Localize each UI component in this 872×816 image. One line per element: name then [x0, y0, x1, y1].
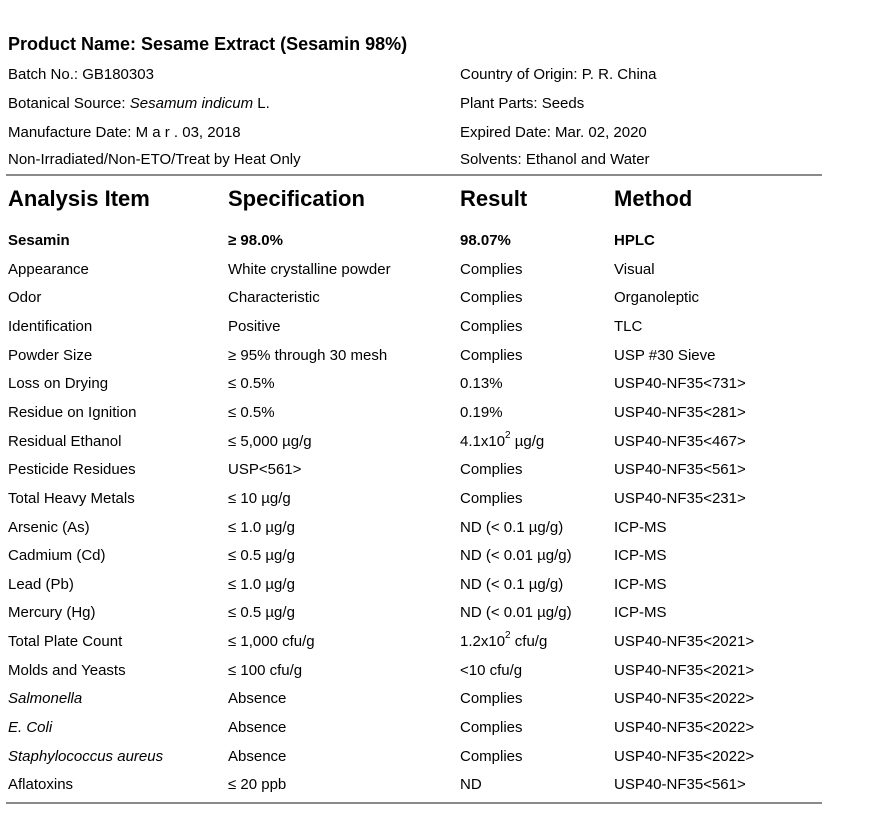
manufacture-date: Manufacture Date: M a r . 03, 2018 — [8, 124, 241, 141]
row-analysis-item: Molds and Yeasts — [8, 661, 126, 679]
row-analysis-item: Salmonella — [8, 690, 83, 708]
row-analysis-item: Appearance — [8, 260, 89, 278]
row-analysis-item: Staphylococcus aureus — [8, 747, 164, 765]
plant-parts: Plant Parts: Seeds — [460, 95, 585, 112]
row-specification: ≤ 20 ppb — [228, 776, 287, 794]
result-base: 4.1x10 — [460, 432, 506, 450]
row-result: ND (< 0.01 µg/g) — [460, 604, 572, 622]
row-specification: ≤ 0.5% — [228, 403, 275, 421]
row-result: 0.13% — [460, 375, 503, 393]
result-exponent: 2 — [505, 429, 511, 441]
row-result: Complies — [460, 317, 523, 335]
top-divider — [6, 174, 822, 176]
table-row — [0, 232, 872, 260]
row-result: ND (< 0.1 µg/g) — [460, 518, 564, 536]
row-specification: Characteristic — [228, 289, 320, 307]
row-result: ND — [460, 776, 482, 794]
row-result: Complies — [460, 690, 523, 708]
row-specification: ≤ 100 cfu/g — [228, 661, 303, 679]
table-row — [0, 375, 872, 403]
row-method: TLC — [614, 317, 643, 335]
row-specification: USP<561> — [228, 461, 302, 479]
botanical-species: Sesamum indicum — [129, 95, 254, 112]
table-row — [0, 630, 872, 661]
table-row — [0, 748, 872, 776]
row-analysis-item: Lead (Pb) — [8, 575, 74, 593]
row-method: USP40-NF35<281> — [614, 403, 746, 421]
result-unit: cfu/g — [510, 633, 548, 651]
row-analysis-item: Pesticide Residues — [8, 461, 136, 479]
result-unit: µg/g — [510, 432, 545, 450]
table-row — [0, 690, 872, 718]
table-row — [0, 318, 872, 346]
row-result: <10 cfu/g — [460, 661, 523, 679]
row-method: USP40-NF35<2022> — [614, 690, 755, 708]
row-specification: ≥ 95% through 30 mesh — [228, 346, 388, 364]
row-method: ICP-MS — [614, 604, 667, 622]
row-method: USP40-NF35<2021> — [614, 661, 755, 679]
row-result: 0.19% — [460, 403, 503, 421]
table-row — [0, 261, 872, 289]
botanical-source-label: Botanical Source: — [8, 95, 130, 112]
row-result — [460, 630, 548, 651]
row-method: USP40-NF35<561> — [614, 461, 746, 479]
row-analysis-item: Odor — [8, 289, 42, 307]
row-method: Visual — [614, 260, 655, 278]
row-specification: ≤ 0.5 µg/g — [228, 547, 295, 565]
table-row — [0, 604, 872, 632]
row-method: ICP-MS — [614, 518, 667, 536]
table-row — [0, 429, 872, 461]
row-specification: ≤ 1.0 µg/g — [228, 575, 295, 593]
row-result: Complies — [460, 719, 523, 737]
product-title: Product Name: Sesame Extract (Sesamin 98%) — [8, 34, 408, 54]
botanical-source — [8, 95, 270, 112]
row-analysis-item: Cadmium (Cd) — [8, 547, 106, 565]
row-method: ICP-MS — [614, 575, 667, 593]
row-specification: ≤ 10 µg/g — [228, 489, 291, 507]
row-analysis-item: Total Plate Count — [8, 633, 123, 651]
row-specification: Absence — [228, 690, 287, 708]
result-exponent: 2 — [505, 630, 511, 642]
header-result: Result — [460, 186, 528, 211]
expired-date: Expired Date: Mar. 02, 2020 — [460, 124, 647, 141]
row-analysis-item: E. Coli — [8, 719, 53, 737]
row-method: USP40-NF35<561> — [614, 776, 746, 794]
row-analysis-item: Powder Size — [8, 346, 93, 364]
row-analysis-item: Aflatoxins — [8, 776, 74, 794]
row-method: USP #30 Sieve — [614, 346, 716, 364]
batch-number: Batch No.: GB180303 — [8, 66, 154, 83]
row-result: Complies — [460, 461, 523, 479]
header-specification: Specification — [228, 186, 365, 211]
table-row — [0, 776, 872, 804]
table-row — [0, 347, 872, 375]
result-base: 1.2x10 — [460, 633, 506, 651]
country-of-origin: Country of Origin: P. R. China — [460, 66, 657, 83]
row-result: ND (< 0.1 µg/g) — [460, 575, 564, 593]
row-analysis-item: Total Heavy Metals — [8, 489, 135, 507]
row-method: USP40-NF35<731> — [614, 375, 746, 393]
row-analysis-item: Sesamin — [8, 232, 70, 249]
row-result: 98.07% — [460, 232, 511, 249]
row-specification: ≤ 0.5 µg/g — [228, 604, 295, 622]
row-method: HPLC — [614, 232, 655, 249]
bottom-divider — [6, 802, 822, 804]
treatment-note: Non-Irradiated/Non-ETO/Treat by Heat Only — [8, 151, 301, 168]
table-row — [0, 461, 872, 489]
table-row — [0, 547, 872, 575]
table-row — [0, 576, 872, 604]
botanical-suffix: L. — [253, 95, 270, 112]
header-method: Method — [614, 186, 693, 211]
row-specification: Positive — [228, 317, 281, 335]
row-method: ICP-MS — [614, 547, 667, 565]
row-analysis-item: Identification — [8, 317, 93, 335]
solvents: Solvents: Ethanol and Water — [460, 151, 650, 168]
row-specification: White crystalline powder — [228, 260, 391, 278]
table-row — [0, 490, 872, 518]
row-specification: ≤ 1.0 µg/g — [228, 518, 295, 536]
row-result: Complies — [460, 346, 523, 364]
row-analysis-item: Residual Ethanol — [8, 432, 122, 450]
row-specification: ≥ 98.0% — [228, 232, 283, 249]
row-specification: ≤ 5,000 µg/g — [228, 432, 312, 450]
table-row — [0, 404, 872, 432]
row-specification: ≤ 1,000 cfu/g — [228, 633, 315, 651]
header-analysis-item: Analysis Item — [8, 186, 150, 211]
row-method: USP40-NF35<2022> — [614, 719, 755, 737]
row-method: USP40-NF35<2022> — [614, 747, 755, 765]
row-specification: Absence — [228, 747, 287, 765]
row-specification: Absence — [228, 719, 287, 737]
row-specification: ≤ 0.5% — [228, 375, 275, 393]
row-result: Complies — [460, 489, 523, 507]
row-analysis-item: Residue on Ignition — [8, 403, 137, 421]
row-analysis-item: Arsenic (As) — [8, 518, 90, 536]
row-method: USP40-NF35<2021> — [614, 633, 755, 651]
table-row — [0, 719, 872, 747]
row-result: ND (< 0.01 µg/g) — [460, 547, 572, 565]
row-result: Complies — [460, 289, 523, 307]
row-method: USP40-NF35<467> — [614, 432, 746, 450]
row-result — [460, 429, 545, 450]
table-row — [0, 289, 872, 317]
row-result: Complies — [460, 260, 523, 278]
row-analysis-item: Mercury (Hg) — [8, 604, 96, 622]
row-result: Complies — [460, 747, 523, 765]
row-method: Organoleptic — [614, 289, 700, 307]
row-analysis-item: Loss on Drying — [8, 375, 109, 393]
table-row — [0, 662, 872, 690]
row-method: USP40-NF35<231> — [614, 489, 746, 507]
table-row — [0, 519, 872, 547]
